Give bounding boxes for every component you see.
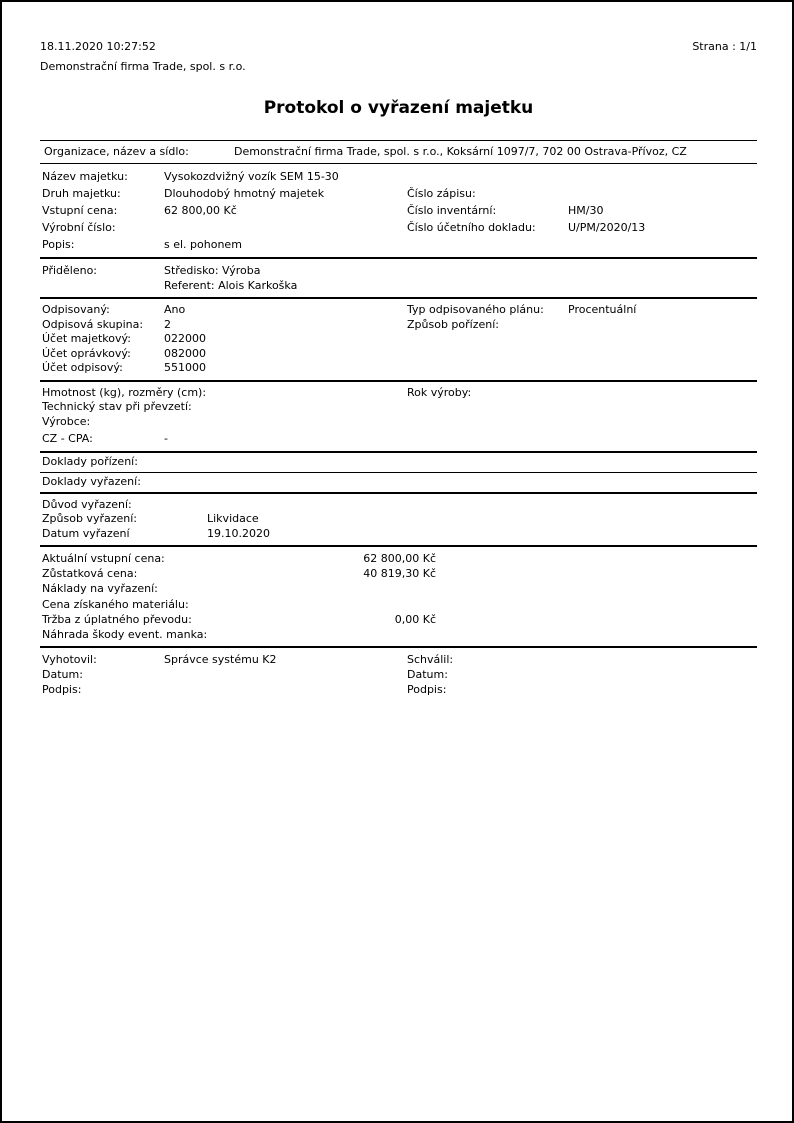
field-label: Typ odpisovaného plánu: [407, 303, 544, 316]
field-label: Odpisová skupina: [42, 317, 144, 331]
field-value: 40 819,30 Kč [363, 567, 436, 581]
field-row [42, 498, 757, 513]
field-value: Ano [164, 303, 186, 316]
field-row [42, 581, 757, 596]
field-row [42, 168, 757, 185]
field-label: Zůstatková cena: [42, 567, 138, 581]
section-assignment [40, 257, 757, 297]
field-label: Rok výroby: [407, 385, 472, 399]
print-datetime: 18.11.2020 10:27:52 [40, 40, 156, 53]
field-row [42, 682, 757, 697]
field-row [42, 400, 757, 415]
organization-value: Demonstrační firma Trade, spol. s r.o., Koksární 1097/7, 702 00 Ostrava-Přívoz, CZ [234, 145, 687, 158]
field-value: 19.10.2020 [207, 526, 270, 540]
field-label: Schválil: [407, 653, 454, 667]
section-organization [40, 140, 757, 164]
field-value [282, 581, 436, 596]
field-label: Podpis: [42, 683, 82, 697]
field-label: Účet majetkový: [42, 332, 131, 345]
field-label: Název majetku: [42, 170, 128, 183]
section-documents-disposal [40, 472, 757, 492]
field-label: CZ - CPA: [42, 432, 93, 445]
field-value: Procentuální [568, 303, 637, 316]
document-title: Protokol o vyřazení majetku [263, 98, 534, 118]
field-row [42, 566, 757, 581]
section-depreciation [40, 297, 757, 380]
field-value: s el. pohonem [164, 238, 242, 251]
field-label: Způsob pořízení: [407, 317, 499, 331]
section-documents-acquisition [40, 451, 757, 472]
field-label: Datum: [407, 668, 448, 682]
field-value: 022000 [164, 332, 206, 345]
field-value: Dlouhodobý hmotný majetek [164, 187, 325, 200]
documents-disposal-label: Doklady vyřazení: [42, 474, 141, 488]
field-label: Důvod vyřazení: [42, 497, 132, 511]
field-label: Číslo zápisu: [407, 187, 476, 200]
field-label: Náhrada škody event. manka: [42, 628, 208, 642]
field-row [42, 627, 757, 642]
field-value: Správce systému K2 [164, 653, 277, 667]
field-row [42, 386, 757, 401]
field-row [42, 202, 757, 219]
field-row [42, 219, 757, 236]
field-label: Číslo účetního dokladu: [407, 221, 536, 234]
section-technical [40, 380, 757, 451]
field-row [42, 318, 757, 333]
field-row [42, 361, 757, 376]
field-row [42, 185, 757, 202]
field-value: U/PM/2020/13 [568, 221, 646, 234]
field-row [42, 236, 757, 253]
section-asset [40, 164, 757, 257]
field-label: Datum: [42, 668, 83, 682]
field-row [42, 551, 757, 566]
field-row [42, 332, 757, 347]
field-row [42, 347, 757, 362]
field-label: Datum vyřazení [42, 526, 130, 540]
field-label: Odpisovaný: [42, 303, 110, 316]
page-number: Strana : 1/1 [692, 40, 757, 53]
field-value: 0,00 Kč [394, 612, 436, 626]
field-value: 551000 [164, 361, 206, 374]
field-label: Technický stav při převzetí: [42, 400, 192, 413]
report-header [40, 40, 757, 54]
field-value: 082000 [164, 346, 206, 360]
field-row [42, 667, 757, 682]
field-value [282, 627, 436, 642]
company-name: Demonstrační firma Trade, spol. s r.o. [40, 60, 246, 73]
field-row [42, 303, 757, 318]
field-value [282, 597, 436, 612]
assignment-center: Středisko: Výroba [164, 264, 261, 277]
field-value: 62 800,00 Kč [164, 204, 237, 217]
field-value: 62 800,00 Kč [363, 552, 436, 565]
field-label: Účet odpisový: [42, 361, 123, 374]
field-label: Cena získaného materiálu: [42, 597, 189, 611]
field-label: Výrobní číslo: [42, 221, 116, 234]
section-signatures [40, 646, 757, 701]
field-value: Vysokozdvižný vozík SEM 15-30 [164, 170, 339, 183]
documents-acquisition-label: Doklady pořízení: [42, 454, 138, 468]
field-label: Číslo inventární: [407, 204, 497, 217]
field-value: HM/30 [568, 204, 604, 217]
field-row [42, 612, 757, 627]
field-label: Druh majetku: [42, 187, 121, 200]
field-label: Výrobce: [42, 414, 91, 428]
organization-label: Organizace, název a sídlo: [44, 145, 189, 158]
field-row [42, 429, 757, 447]
field-label: Vstupní cena: [42, 204, 118, 217]
field-label: Způsob vyřazení: [42, 512, 137, 525]
field-row [42, 652, 757, 667]
section-valuation [40, 545, 757, 646]
field-row [42, 415, 757, 430]
assignment-label: Přiděleno: [42, 264, 97, 277]
field-label: Tržba z úplatného převodu: [42, 612, 192, 626]
field-label: Náklady na vyřazení: [42, 582, 158, 596]
field-value: - [164, 432, 168, 445]
field-value: 2 [164, 317, 171, 331]
field-label: Aktuální vstupní cena: [42, 552, 165, 565]
field-label: Popis: [42, 238, 75, 251]
field-label: Účet oprávkový: [42, 346, 131, 360]
field-row [42, 527, 757, 542]
field-row [42, 597, 757, 612]
assignment-referent: Referent: Alois Karkoška [164, 279, 298, 292]
field-label: Vyhotovil: [42, 653, 97, 667]
field-label: Podpis: [407, 683, 447, 697]
section-disposal [40, 492, 757, 546]
field-row [42, 512, 757, 527]
field-label: Hmotnost (kg), rozměry (cm): [42, 385, 207, 399]
field-value: Likvidace [207, 512, 259, 525]
